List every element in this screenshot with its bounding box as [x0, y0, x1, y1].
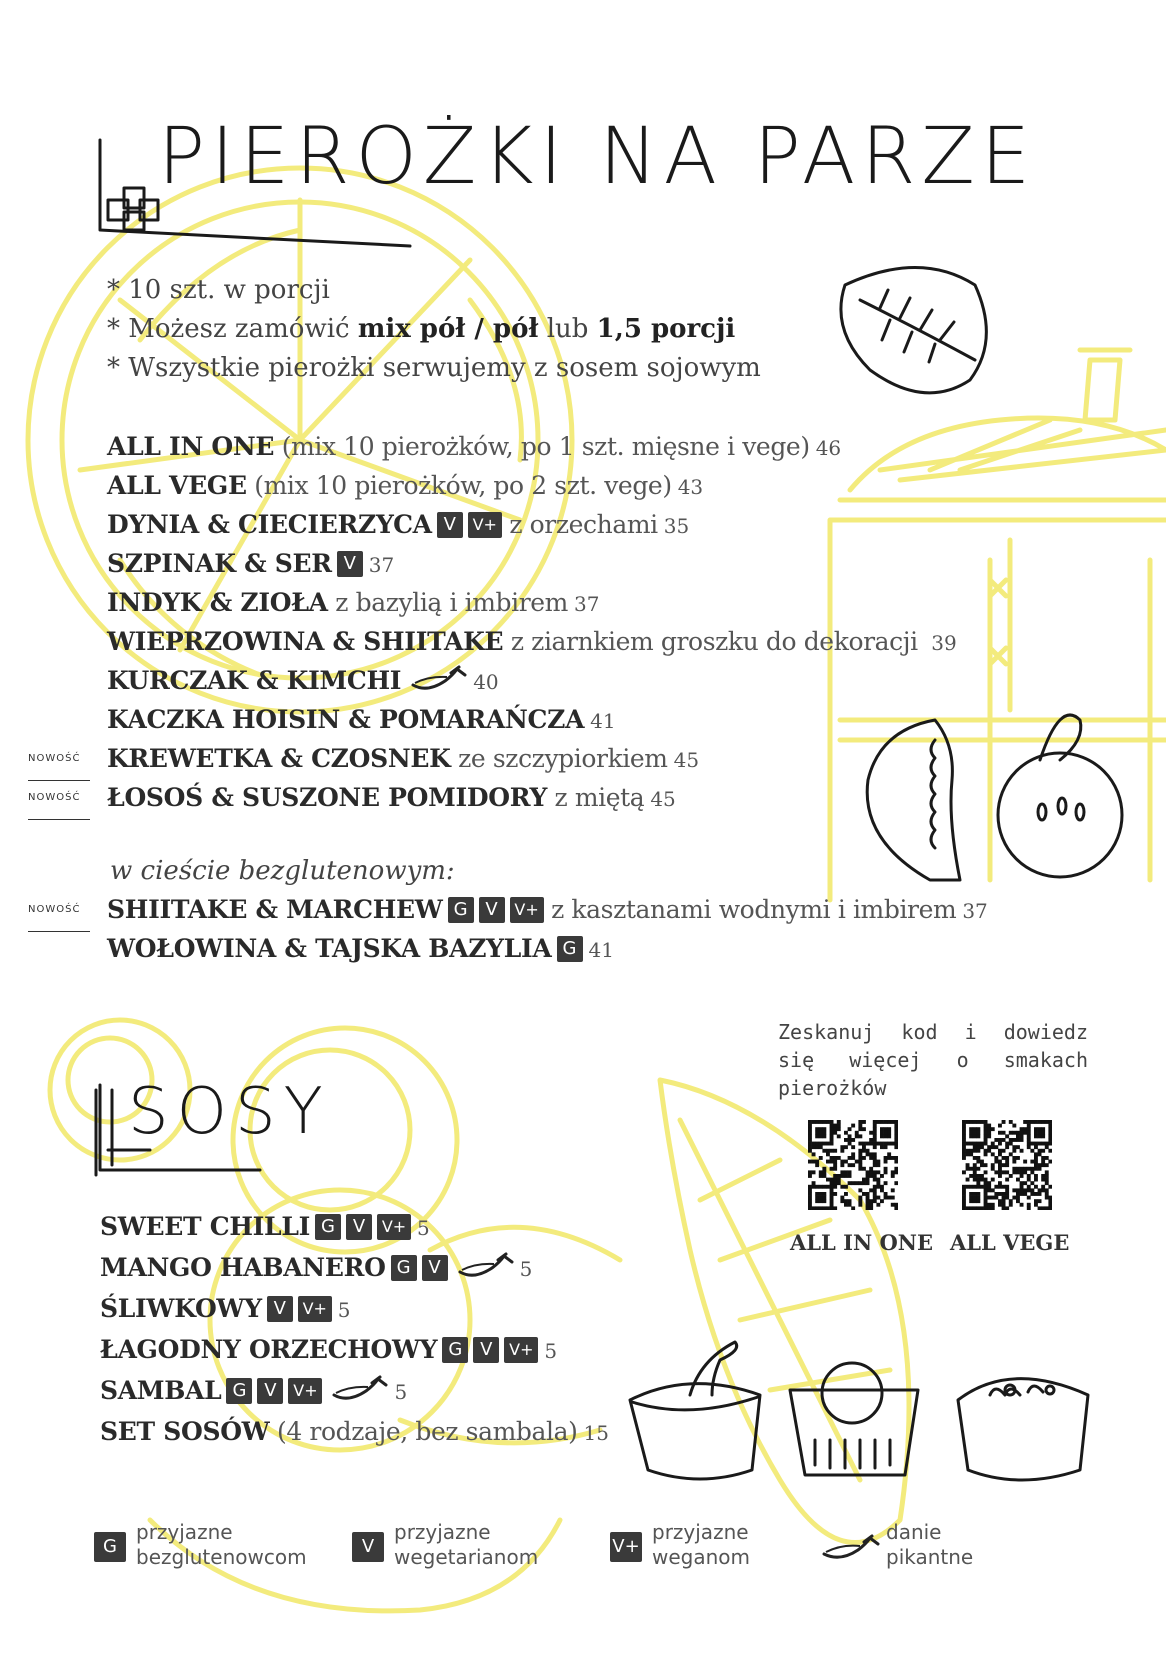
- item-price: 41: [590, 709, 616, 733]
- sauces-menu-list: [100, 1206, 609, 1452]
- item-price: 15: [583, 1421, 609, 1445]
- new-item-marker: [28, 739, 90, 781]
- chili-pepper-icon: [409, 665, 467, 693]
- legend-text: bezglutenowcom: [136, 1545, 307, 1569]
- nowosc-label: NOWOŚĆ: [28, 904, 81, 915]
- item-name: ŁOSOŚ & SUSZONE POMIDORY: [107, 783, 547, 812]
- menu-item: [107, 466, 957, 505]
- menu-item: [107, 700, 957, 739]
- item-price: 5: [519, 1257, 533, 1281]
- chili-pepper-icon: [820, 1532, 882, 1562]
- item-description: z kasztanami wodnymi i imbirem: [543, 895, 957, 924]
- note-line-1: [107, 271, 761, 310]
- item-price: 41: [588, 938, 614, 962]
- item-name: SAMBAL: [100, 1376, 222, 1405]
- note-bold: mix pół / pół: [357, 314, 539, 344]
- note-text: lub: [538, 314, 597, 344]
- qr-code-all-in-one[interactable]: [808, 1120, 898, 1210]
- new-item-marker: [28, 890, 90, 932]
- item-price: 37: [573, 592, 600, 616]
- note-text: * Możesz zamówić: [107, 314, 358, 344]
- menu-item: [100, 1206, 609, 1247]
- portion-notes: [107, 271, 761, 388]
- item-name: MANGO HABANERO: [100, 1253, 386, 1282]
- note-line-3: [107, 349, 761, 388]
- item-name: WOŁOWINA & TAJSKA BAZYLIA: [107, 934, 552, 963]
- item-price: 35: [663, 514, 690, 538]
- note-text: * Wszystkie pierożki serwujemy z sosem sojowym: [107, 353, 761, 383]
- gluten-free-menu-list: [28, 890, 988, 968]
- item-name: DYNIA & CIECIERZYCA: [107, 510, 432, 539]
- vegetarian-icon: V: [422, 1255, 448, 1281]
- item-price: 5: [337, 1298, 351, 1322]
- gluten-free-icon: G: [448, 897, 474, 923]
- menu-item: [100, 1370, 609, 1411]
- item-price: 39: [931, 631, 957, 655]
- menu-item: [100, 1411, 609, 1452]
- gluten-free-icon: G: [315, 1214, 341, 1240]
- menu-item: [107, 427, 957, 466]
- item-name: ALL IN ONE: [107, 432, 275, 461]
- item-price: 45: [650, 787, 676, 811]
- gluten-free-icon: G: [391, 1255, 417, 1281]
- item-name: KREWETKA & CZOSNEK: [107, 744, 451, 773]
- item-price: 40: [473, 670, 499, 694]
- menu-item: [107, 544, 957, 583]
- gluten-free-icon: G: [442, 1337, 468, 1363]
- vegan-icon: V+: [510, 897, 544, 923]
- qr-label-all-vege: ALL VEGE: [950, 1230, 1070, 1255]
- page-title: PIEROŻKI NA PARZE: [158, 112, 1037, 202]
- vegan-icon: V+: [298, 1296, 332, 1322]
- item-name: SZPINAK & SER: [107, 549, 332, 578]
- sauces-title: SOSY: [128, 1075, 331, 1149]
- qr-instructions: Zeskanuj kod i dowiedz się więcej o smakach pierożków: [778, 1020, 1088, 1100]
- dumpling-menu-list: [28, 427, 957, 817]
- item-name: SHIITAKE & MARCHEW: [107, 895, 443, 924]
- item-price: 37: [962, 899, 988, 923]
- item-price: 5: [544, 1339, 558, 1363]
- item-description: ze szczypiorkiem: [450, 744, 668, 773]
- underline: [28, 819, 90, 820]
- note-bold: 1,5 porcji: [596, 314, 736, 344]
- nowosc-label: NOWOŚĆ: [28, 753, 81, 764]
- legend-text: wegetarianom: [394, 1545, 539, 1569]
- vegetarian-icon: V: [346, 1214, 372, 1240]
- vegan-icon: V+: [377, 1214, 411, 1240]
- menu-item: [107, 661, 957, 700]
- legend-text: weganom: [652, 1545, 751, 1569]
- legend-text: przyjazne: [136, 1520, 233, 1544]
- vegan-icon: V+: [504, 1337, 538, 1363]
- menu-item: [107, 929, 988, 968]
- item-price: 46: [815, 436, 842, 460]
- menu-item: [100, 1247, 609, 1288]
- gluten-free-icon: G: [94, 1532, 126, 1562]
- qr-code-all-vege[interactable]: [962, 1120, 1052, 1210]
- underline: [28, 931, 90, 932]
- vegetarian-icon: V: [267, 1296, 293, 1322]
- menu-item: [107, 505, 957, 544]
- item-description: (4 rodzaje, bez sambala): [269, 1417, 578, 1446]
- item-name: SET SOSÓW: [100, 1417, 270, 1446]
- vegan-icon: V+: [610, 1532, 642, 1562]
- item-name: INDYK & ZIOŁA: [107, 588, 328, 617]
- item-price: 37: [368, 553, 395, 577]
- note-line-2: [107, 310, 761, 349]
- item-price: 5: [394, 1380, 408, 1404]
- item-name: SWEET CHILLI: [100, 1212, 311, 1241]
- item-name: KURCZAK & KIMCHI: [107, 666, 402, 695]
- vegetarian-icon: V: [337, 551, 363, 577]
- gluten-free-heading: w cieście bezglutenowym:: [110, 856, 455, 886]
- item-description: z bazylią i imbirem: [327, 588, 568, 617]
- legend-text: danie: [886, 1520, 942, 1544]
- item-price: 5: [417, 1216, 430, 1240]
- note-text: * 10 szt. w porcji: [107, 275, 330, 305]
- item-description: (mix 10 pierożków, po 1 szt. mięsne i vege): [274, 432, 810, 461]
- vegetarian-icon: V: [257, 1378, 283, 1404]
- item-name: ŁAGODNY ORZECHOWY: [100, 1335, 438, 1364]
- menu-item: [107, 583, 957, 622]
- vegan-icon: V+: [288, 1378, 322, 1404]
- new-item-marker: [28, 778, 90, 820]
- legend-text: przyjazne: [394, 1520, 491, 1544]
- vegetarian-icon: V: [473, 1337, 499, 1363]
- item-description: z orzechami: [501, 510, 658, 539]
- qr-label-all-in-one: ALL IN ONE: [790, 1230, 933, 1255]
- item-price: 43: [677, 475, 704, 499]
- legend-gluten-free: [94, 1520, 307, 1570]
- vegan-icon: V+: [468, 512, 502, 538]
- menu-item: [100, 1288, 609, 1329]
- menu-item: [28, 778, 957, 817]
- menu-item: [100, 1329, 609, 1370]
- nowosc-label: NOWOŚĆ: [28, 792, 81, 803]
- legend-text: pikantne: [886, 1545, 974, 1569]
- item-description: z ziarnkiem groszku do dekoracji: [503, 627, 926, 656]
- gluten-free-icon: G: [557, 936, 583, 962]
- chili-pepper-icon: [330, 1375, 388, 1403]
- item-name: ŚLIWKOWY: [100, 1294, 262, 1323]
- legend-vegetarian: [352, 1520, 538, 1570]
- item-description: z miętą: [547, 783, 645, 812]
- legend-vegan: [610, 1520, 750, 1570]
- vegetarian-icon: V: [352, 1532, 384, 1562]
- item-description: (mix 10 pierożków, po 2 szt. vege): [246, 471, 672, 500]
- legend-spicy: [820, 1520, 973, 1570]
- vegetarian-icon: V: [437, 512, 463, 538]
- chili-pepper-icon: [456, 1252, 514, 1280]
- item-name: WIEPRZOWINA & SHIITAKE: [107, 627, 504, 656]
- gluten-free-icon: G: [226, 1378, 252, 1404]
- menu-item: [28, 890, 988, 929]
- vegetarian-icon: V: [479, 897, 505, 923]
- legend-text: przyjazne: [652, 1520, 749, 1544]
- item-name: ALL VEGE: [107, 471, 247, 500]
- menu-item: [107, 622, 957, 661]
- item-name: KACZKA HOISIN & POMARAŃCZA: [107, 705, 585, 734]
- item-price: 45: [673, 748, 700, 772]
- menu-item: [28, 739, 957, 778]
